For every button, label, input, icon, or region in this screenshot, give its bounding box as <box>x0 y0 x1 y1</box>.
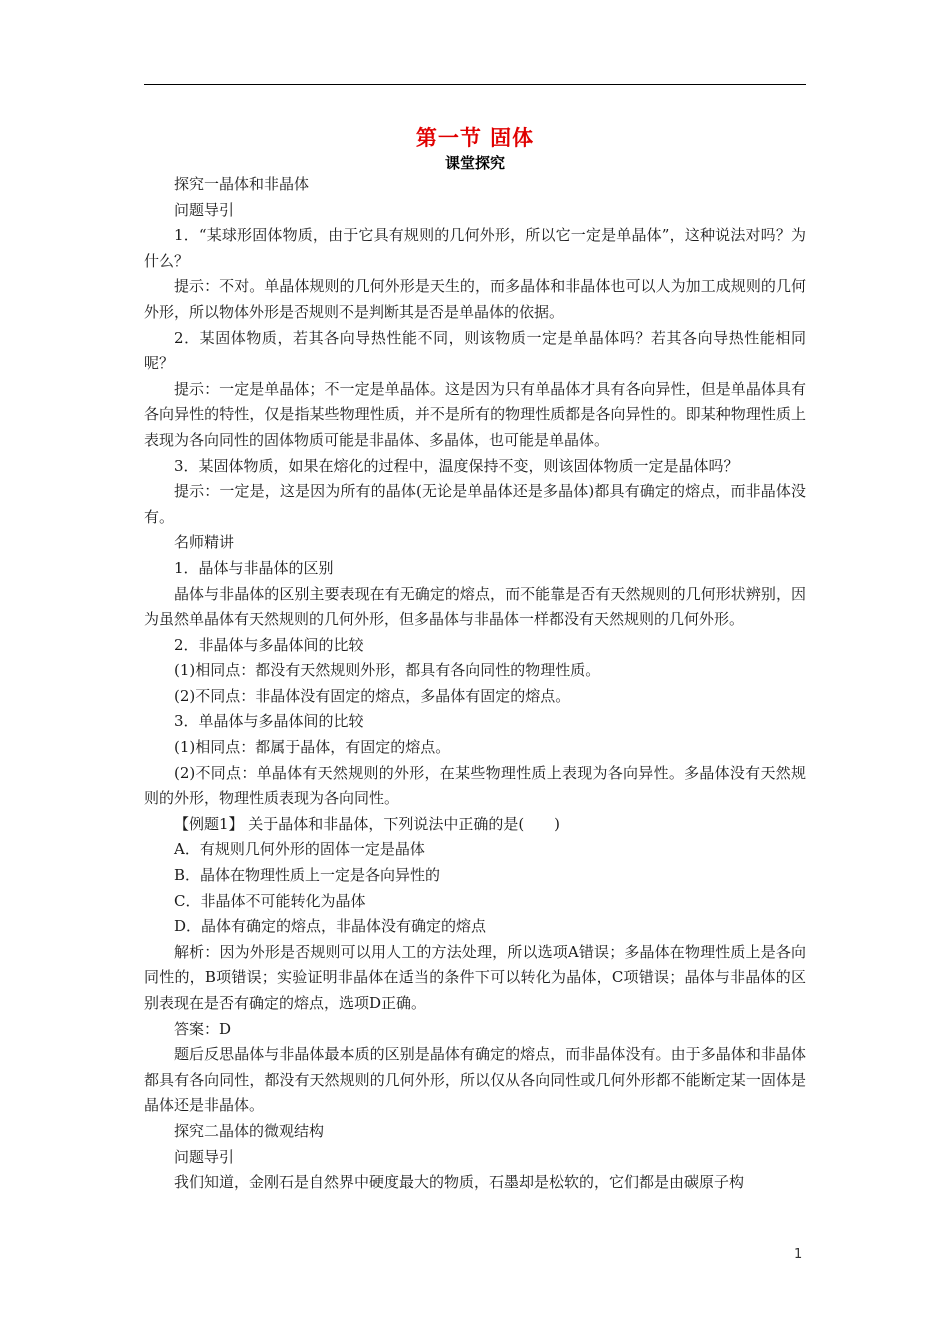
paragraph: 3．某固体物质，如果在熔化的过程中，温度保持不变，则该固体物质一定是晶体吗？ <box>174 456 739 475</box>
paragraph: 解析：因为外形是否规则可以用人工的方法处理，所以选项A错误；多晶体在物理性质上是各向同性的，B项错误；实验证明非晶体在适当的条件下可以转化为晶体，C项错误；晶体与非晶体的区别表现在是否有确定的熔点，选项D正确。 <box>144 942 806 1012</box>
paragraph: 答案：D <box>174 1019 232 1038</box>
paragraph: B．晶体在物理性质上一定是各向异性的 <box>174 866 441 885</box>
paragraph: 问题导引 <box>174 200 235 219</box>
paragraph: (1)相同点：都属于晶体，有固定的熔点。 <box>174 738 451 757</box>
paragraph: 题后反思晶体与非晶体最本质的区别是晶体有确定的熔点，而非晶体没有。由于多晶体和非晶体都具有各向同性，都没有天然规则的几何外形，所以仅从各向同性或几何外形都不能断定某一固体是晶体还是非晶体。 <box>144 1045 806 1115</box>
header-rule <box>144 84 806 85</box>
paragraph: 晶体与非晶体的区别主要表现在有无确定的熔点，而不能靠是否有天然规则的几何形状辨别，因为虽然单晶体有天然规则的几何外形，但多晶体与非晶体一样都没有天然规则的几何外形。 <box>144 584 806 629</box>
paragraph: 提示：不对。单晶体规则的几何外形是天生的，而多晶体和非晶体也可以人为加工成规则的几何外形，所以物体外形是否规则不是判断其是否是单晶体的依据。 <box>144 277 806 321</box>
document-body <box>144 172 806 1196</box>
paragraph: 我们知道，金刚石是自然界中硬度最大的物质，石墨却是松软的，它们都是由碳原子构 <box>174 1173 745 1192</box>
page-subtitle: 课堂探究 <box>444 154 505 172</box>
page-number: 1 <box>794 1247 803 1262</box>
paragraph: (1)相同点：都没有天然规则外形，都具有各向同性的物理性质。 <box>174 661 601 680</box>
paragraph: 2．某固体物质，若其各向导热性能不同，则该物质一定是单晶体吗？若其各向导热性能相同呢？ <box>144 328 806 373</box>
paragraph: 1．晶体与非晶体的区别 <box>174 558 334 577</box>
paragraph: 名师精讲 <box>174 533 235 552</box>
paragraph: 探究一晶体和非晶体 <box>174 175 310 193</box>
paragraph: 【例题1】 关于晶体和非晶体，下列说法中正确的是( ) <box>174 814 561 833</box>
paragraph: 2．非晶体与多晶体间的比较 <box>174 635 364 654</box>
paragraph: 问题导引 <box>174 1147 235 1166</box>
paragraph: (2)不同点：单晶体有天然规则的外形，在某些物理性质上表现为各向异性。多晶体没有天然规则的外形，物理性质表现为各向同性。 <box>144 763 806 808</box>
paragraph: 提示：一定是单晶体；不一定是单晶体。这是因为只有单晶体才具有各向异性，但是单晶体具有各向异性的特性，仅是指某些物理性质，并不是所有的物理性质都是各向异性的。即某种物理性质上表现为各向同性的固体物质可能是非晶体、多晶体，也可能是单晶体。 <box>144 379 806 449</box>
paragraph: 3．单晶体与多晶体间的比较 <box>174 712 364 731</box>
paragraph: 1．“某球形固体物质，由于它具有规则的几何外形，所以它一定是单晶体”，这种说法对吗？为什么？ <box>144 226 806 270</box>
paragraph: (2)不同点：非晶体没有固定的熔点，多晶体有固定的熔点。 <box>174 686 571 705</box>
paragraph: 提示：一定是，这是因为所有的晶体(无论是单晶体还是多晶体)都具有确定的熔点，而非晶体没有。 <box>144 482 806 526</box>
paragraph: 探究二晶体的微观结构 <box>174 1121 325 1140</box>
paragraph: C．非晶体不可能转化为晶体 <box>174 891 366 910</box>
paragraph: D．晶体有确定的熔点，非晶体没有确定的熔点 <box>174 917 487 936</box>
paragraph: A．有规则几何外形的固体一定是晶体 <box>174 840 425 859</box>
page-title: 第一节 固体 <box>415 125 535 150</box>
